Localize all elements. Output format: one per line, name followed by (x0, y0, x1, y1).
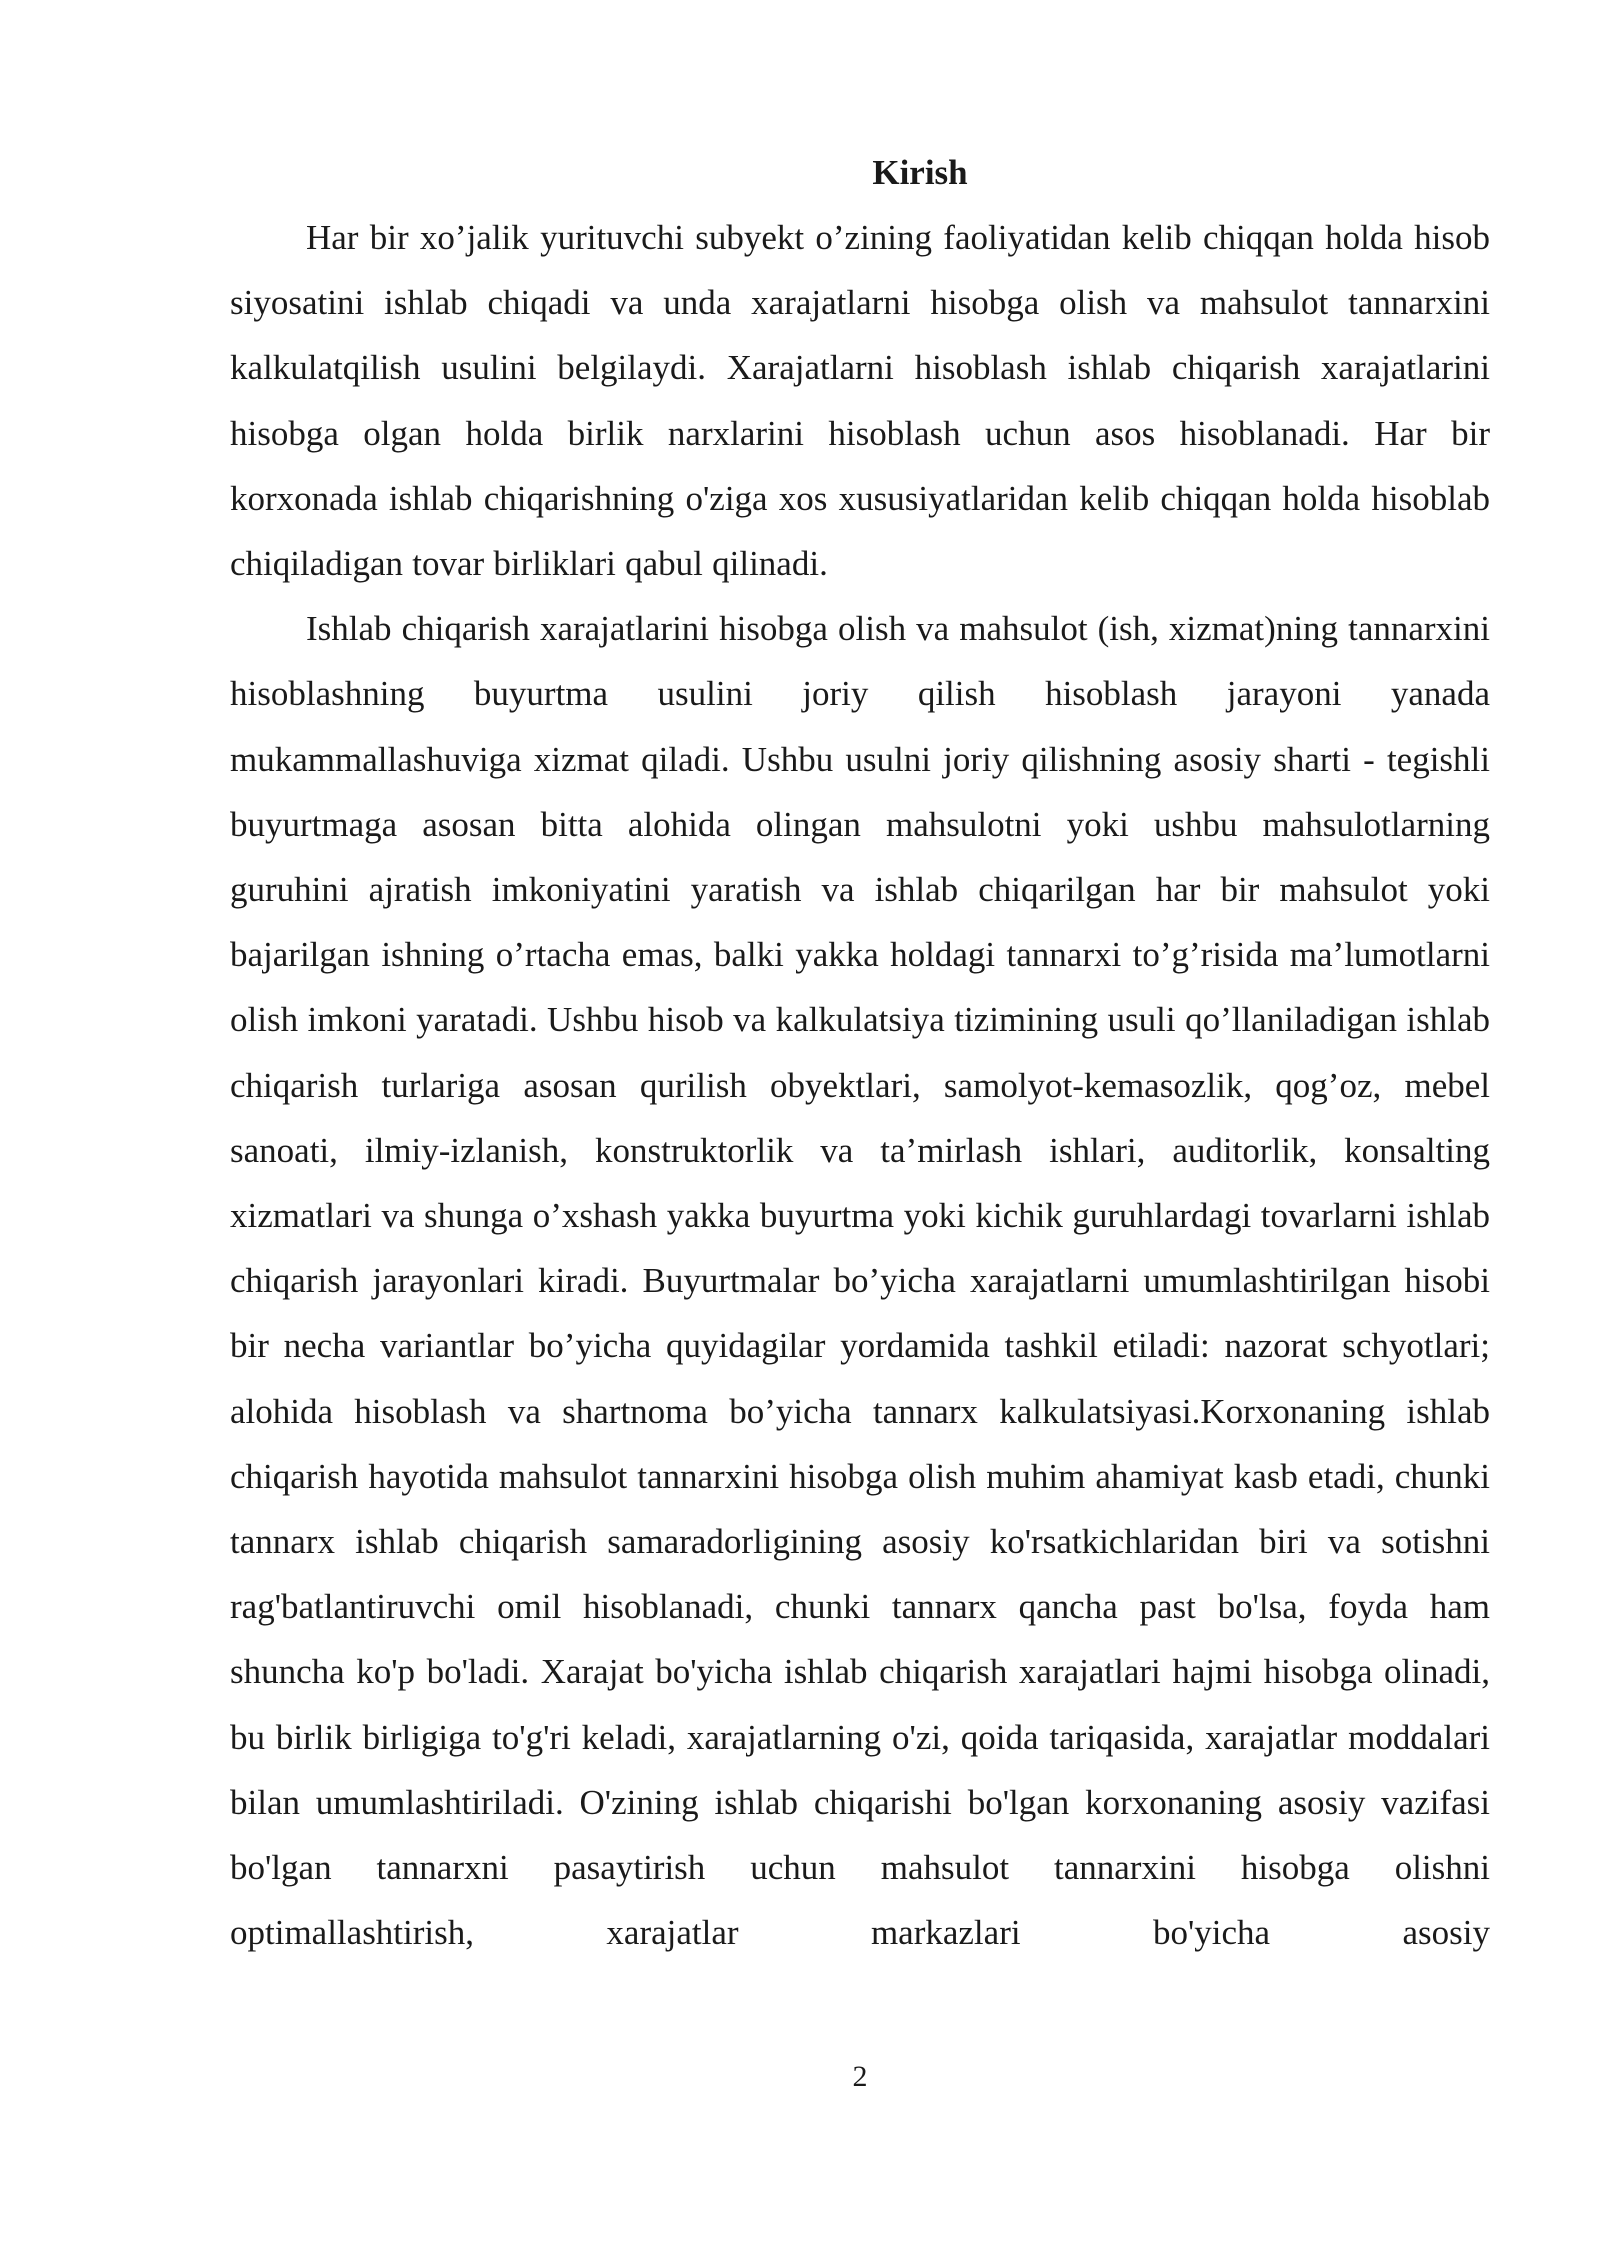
page-title: Kirish (872, 153, 968, 192)
document-page (230, 140, 1490, 1965)
page-number: 2 (852, 2060, 868, 2093)
paragraph-1: Har bir xo’jalik yurituvchi subyekt o’zining faoliyatidan kelib chiqqan holda hisob siyosatini ishlab chiqadi va unda xarajatlarni hisobga olish va mahsulot tannarxini kalkulatqilish usulini belgilaydi. Xarajatlarni hisoblash ishlab chiqarish xarajatlarini hisobga olgan holda birlik narxlarini hisoblash uchun asos hisoblanadi. Har bir korxonada ishlab chiqarishning o'ziga xos xususiyatlaridan kelib chiqqan holda hisoblab chiqiladigan tovar birliklari qabul qilinadi. (230, 218, 1490, 584)
paragraph-2: Ishlab chiqarish xarajatlarini hisobga olish va mahsulot (ish, xizmat)ning tannarxini hisoblashning buyurtma usulini joriy qilish hisoblash jarayoni yanada mukammallashuviga xizmat qiladi. Ushbu usulni joriy qilishning asosiy sharti - tegishli buyurtmaga asosan bitta alohida olingan mahsulotni yoki ushbu mahsulotlarning guruhini ajratish imkoniyatini yaratish va ishlab chiqarilgan har bir mahsulot yoki bajarilgan ishning o’rtacha emas, balki yakka holdagi tannarxi to’g’risida ma’lumotlarni olish imkoni yaratadi. Ushbu hisob va kalkulatsiya tizimining usuli qo’llaniladigan ishlab chiqarish turlariga asosan qurilish obyektlari, samolyot-kemasozlik, qog’oz, mebel sanoati, ilmiy-izlanish, konstruktorlik va ta’mirlash ishlari, auditorlik, konsalting xizmatlari va shunga o’xshash yakka buyurtma yoki kichik guruhlardagi tovarlarni ishlab chiqarish jarayonlari kiradi. Buyurtmalar bo’yicha xarajatlarni umumlashtirilgan hisobi bir necha variantlar bo’yicha quyidagilar yordamida tashkil etiladi: nazorat schyotlari; alohida hisoblash va shartnoma bo’yicha tannarx kalkulatsiyasi.Korxonaning ishlab chiqarish hayotida mahsulot tannarxini hisobga olish muhim ahamiyat kasb etadi, chunki tannarx ishlab chiqarish samaradorligining asosiy ko'rsatkichlaridan biri va sotishni rag'batlantiruvchi omil hisoblanadi, chunki tannarx qancha past bo'lsa, foyda ham shuncha ko'p bo'ladi. Xarajat bo'yicha ishlab chiqarish xarajatlari hajmi hisobga olinadi, bu birlik birligiga to'g'ri keladi, xarajatlarning o'zi, qoida tariqasida, xarajatlar moddalari bilan umumlashtiriladi. O'zining ishlab chiqarishi bo'lgan korxonaning asosiy vazifasi bo'lgan tannarxni pasaytirish uchun mahsulot tannarxini hisobga olishni optimallashtirish, xarajatlar markazlari bo'yicha asosiy (230, 609, 1490, 1953)
